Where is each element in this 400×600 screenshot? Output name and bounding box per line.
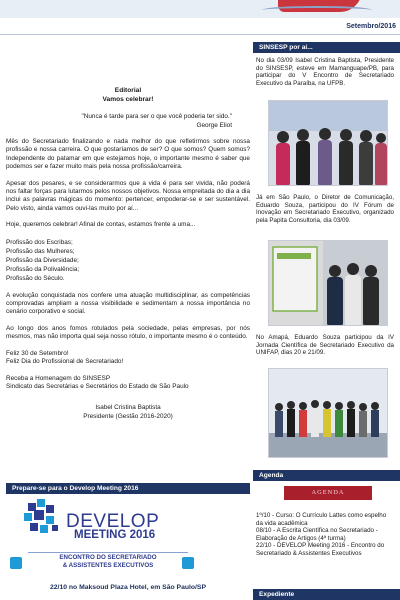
list-item: Profissão da Polivalência;: [6, 266, 80, 274]
issue-date: Setembro/2016: [346, 23, 396, 30]
agenda-section-bar: Agenda: [253, 470, 400, 481]
quote-author: George Eliot: [196, 122, 232, 129]
editorial-title: Editorial: [114, 87, 142, 94]
agenda-item[interactable]: 1º/10 - Curso: O Currículo Lattes como espelho da vida acadêmica: [256, 512, 387, 527]
homage-line: Sindicato das Secretárias e Secretários do Estado de São Paulo: [6, 382, 189, 390]
expediente-section-bar: Expediente: [253, 589, 400, 600]
signature: [6, 403, 250, 421]
jornada-photo-image: [269, 369, 388, 458]
greeting-line: Feliz 30 de Setembro!: [6, 349, 69, 357]
homage-line: Receba a Homenagem do SINSESP: [6, 374, 111, 382]
news-item-3: No Amapá, Eduardo Souza participou da IV Jornada Científica de Secretariado Executivo da UNIFAP, dias 20 e 21/09.: [256, 334, 394, 357]
editorial-heading: [6, 86, 250, 104]
group-photo-image: [269, 101, 388, 186]
agenda-banner: AGENDA: [284, 486, 372, 500]
develop-section-bar: Prepare-se para o Develop Meeting 2016: [6, 483, 250, 494]
agenda-item[interactable]: 08/10 - A Escrita Científica no Secretariado - Elaboração de Artigos (4ª turma): [256, 527, 378, 542]
puzzle-icon: [182, 557, 194, 569]
list-item: Profissão das Mulheres;: [6, 247, 75, 255]
header-divider: [0, 34, 400, 35]
greeting: [6, 350, 250, 367]
develop-venue: 22/10 no Maksoud Plaza Hotel, em São Paulo/SP: [50, 584, 206, 591]
editorial-quote: [6, 112, 250, 130]
editorial-subtitle: Vamos celebrar!: [102, 96, 154, 103]
agenda-item[interactable]: 22/10 - DEVELOP Meeting 2016 - Encontro do Secretariado & Assistentes Executivos: [256, 542, 385, 557]
homage: [6, 375, 250, 392]
list-item: Profissão da Diversidade;: [6, 257, 79, 265]
editorial-paragraph: Apesar dos pesares, e se considerarmos que a vida é para ser vivida, não poderá nos faltar forças para lutarmos pelos nossos objetivos. Nossa empreitada do dia a dia inclui as palavras mágicas do momento: pertencer, empoderar-se e ser sustentável. Pelo visto, ainda vamos ouvi-las muito por aí...: [6, 179, 250, 212]
event-photo-paraiba[interactable]: [268, 100, 388, 186]
logo-swoosh: [262, 6, 372, 14]
encounter-line: & ASSISTENTES EXECUTIVOS: [62, 562, 154, 569]
editorial-column: [6, 38, 250, 421]
puzzle-icon: [10, 557, 22, 569]
meeting-word: MEETING 2016: [74, 529, 156, 541]
forum-photo-image: [269, 241, 388, 326]
encounter-line: ENCONTRO DO SECRETARIADO: [59, 554, 157, 561]
list-item: Profissão dos Escribas;: [6, 238, 73, 246]
signature-name: Isabel Cristina Baptista: [95, 404, 161, 412]
signature-role: Presidente (Gestão 2016-2020): [83, 413, 173, 421]
develop-word: DEVELOP: [66, 511, 160, 532]
event-photo-sao-paulo[interactable]: [268, 240, 388, 326]
list-item: Profissão do Século.: [6, 275, 65, 283]
editorial-paragraph: Hoje, queremos celebrar! Afinal de contas, estamos frente a uma...: [6, 221, 196, 229]
news-item-2: Já em São Paulo, o Diretor de Comunicação, Eduardo Souza, participou do IV Fórum de Inovação em Secretariado Executivo, organizado pela Papita Consultoria, dia 03/09.: [256, 194, 394, 224]
sinsesp-section-bar: SINSESP por aí...: [253, 42, 400, 53]
editorial-paragraph: Mês do Secretariado finalizando e nada melhor do que refletirmos sobre nossa profissão e nossa carreira. O que gostaríamos de ser? O que somos? Quem somos? Independente do patamar em que estejamos hoje, o importante mesmo é saber que podemos ser e fazer muito mais pela nossa profissão/carreira.: [6, 138, 250, 171]
develop-meeting-logo[interactable]: [6, 497, 196, 579]
editorial-paragraph: Ao longo dos anos fomos rotulados pela sociedade, pelas empresas, por nós mesmos, mas não importa qual seja nosso rótulo, o importante mesmo é o conteúdo.: [6, 324, 250, 341]
newsletter-header: [0, 0, 400, 18]
event-photo-amapa[interactable]: [268, 368, 388, 458]
quote-text: "Nunca é tarde para ser o que você poderia ter sido.": [81, 113, 232, 120]
profession-list: [6, 238, 250, 284]
logo-divider: [28, 552, 188, 553]
news-item-1: No dia 03/09 Isabel Cristina Baptista, Presidente do SINSESP, esteve em Mamanguape/PB, para participar do V Encontro de Secretariado Executivo da Paraíba, na UFPB.: [256, 57, 394, 87]
agenda-list: [256, 512, 394, 558]
encounter-label: [28, 554, 188, 570]
editorial-paragraph: A evolução conquistada nos confere uma atuação multidisciplinar, as competências comprovadas ampliam a nossa visibilidade e sedimentam a nossa importância no cenário corporativo e social.: [6, 291, 250, 316]
greeting-line: Feliz Dia do Profissional de Secretariado!: [6, 358, 124, 366]
